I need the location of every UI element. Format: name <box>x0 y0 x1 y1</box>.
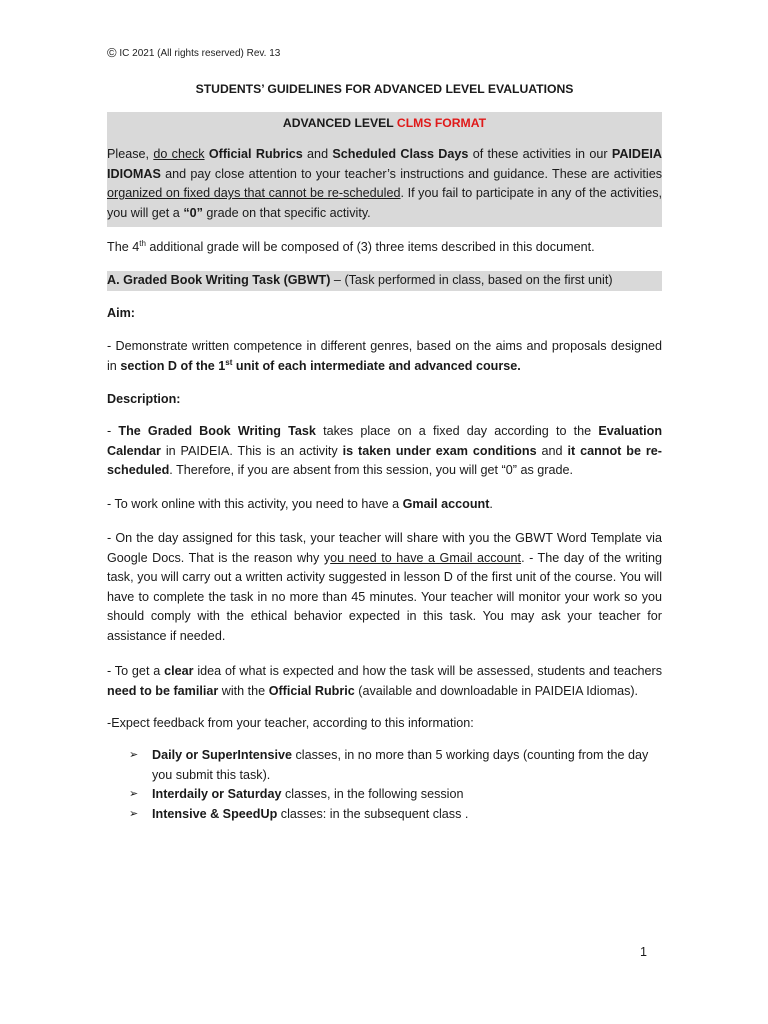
description-paragraph-1: - The Graded Book Writing Task takes place on a fixed day according to the Evaluation Calendar in PAIDEIA. This is an activity is taken under exam conditions and it cannot be re-scheduled. Therefore, if you are absent from this session, you will get “0” as grade. <box>107 424 663 477</box>
box-paragraph: Please, do check Official Rubrics and Scheduled Class Days of these activities in our PAIDEIA IDIOMAS and pay close attention to your teacher’s instructions and guidance. These are activities organized on fixed days that cannot be re-scheduled. If you fail to participate in any of the activities, you will get a “0” grade on that specific activity. <box>107 147 663 220</box>
page-number: 1 <box>640 945 648 959</box>
description-paragraph-3: - On the day assigned for this task, your teacher will share with you the GBWT Word Template via Google Docs. That is the reason why you need to have a Gmail account. - The day of the writing task, you will carry out a written activity suggested in lesson D of the first unit of the course. You will have to complete the task in no more than 45 minutes. Your teacher will monitor your work so you should comply with the ethical behavior expected in this task. You may ask your teacher for assistance if needed. <box>107 531 662 643</box>
description-paragraph-2: - To work online with this activity, you need to have a Gmail account. <box>107 497 493 511</box>
aim-heading: Aim: <box>107 306 135 320</box>
description-paragraph-4: - To get a clear idea of what is expected and how the task will be assessed, students and teachers need to be familiar with the Official Rubric (available and downloadable in PAIDEIA Idiomas). <box>107 664 662 698</box>
copyright-line <box>107 46 280 61</box>
clms-format-label: CLMS FORMAT <box>396 116 487 130</box>
feedback-paragraph: -Expect feedback from your teacher, according to this information: <box>107 716 474 730</box>
document-title: STUDENTS’ GUIDELINES FOR ADVANCED LEVEL EVALUATIONS <box>195 82 574 96</box>
copyright-text: IC 2021 (All rights reserved) Rev. 13 <box>119 48 281 59</box>
description-heading: Description: <box>107 392 181 406</box>
aim-paragraph: - Demonstrate written competence in different genres, based on the aims and proposals designed in section D of the 1st unit of each intermediate and advanced course. <box>107 339 662 373</box>
arrowhead-bullet-icon: ➢ <box>129 788 139 800</box>
feedback-list <box>107 746 662 824</box>
document-page <box>107 0 662 1024</box>
arrowhead-bullet-icon: ➢ <box>129 807 139 820</box>
list-item: ➢ Intensive & SpeedUp classes: in the subsequent class . <box>107 805 662 825</box>
list-item: ➢ Interdaily or Saturday classes, in the following session <box>107 785 662 805</box>
box-title: ADVANCED LEVEL CLMS FORMAT <box>282 116 487 130</box>
list-item: ➢ Daily or SuperIntensive classes, in no more than 5 working days (counting from the day you submit this task). <box>129 748 649 782</box>
intro-paragraph: The 4th additional grade will be composed of (3) three items described in this document. <box>107 239 595 254</box>
copyright-icon: © <box>107 45 117 60</box>
arrowhead-bullet-icon: ➢ <box>129 749 139 761</box>
section-a-heading: A. Graded Book Writing Task (GBWT) – (Task performed in class, based on the first unit) <box>107 273 613 287</box>
